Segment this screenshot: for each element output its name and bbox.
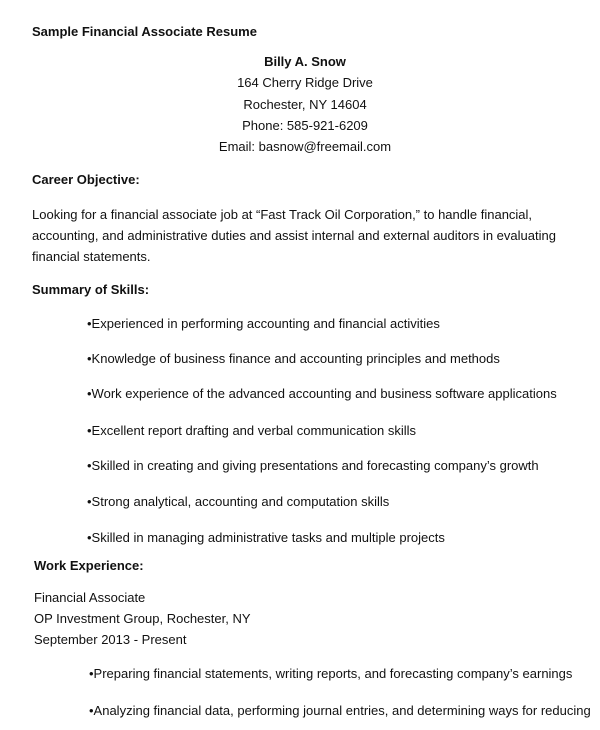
job-company: OP Investment Group, Rochester, NY [34, 611, 251, 626]
job-title: Financial Associate [34, 590, 146, 605]
contact-city: Rochester, NY 14604 [243, 97, 367, 112]
skill-item: •Strong analytical, accounting and computation skills [87, 494, 390, 509]
career-objective-heading: Career Objective: [32, 172, 140, 187]
skill-item: •Skilled in creating and giving presentations and forecasting company’s growth [87, 458, 539, 473]
job-duty-item: •Analyzing financial data, performing journal entries, and determining ways for reducing [89, 703, 591, 718]
job-duty-item: •Preparing financial statements, writing reports, and forecasting company’s earnings [89, 666, 573, 681]
contact-phone: Phone: 585-921-6209 [242, 118, 368, 133]
skill-item: •Experienced in performing accounting and financial activities [87, 316, 440, 331]
contact-name: Billy A. Snow [264, 54, 346, 69]
skill-item: •Work experience of the advanced accounting and business software applications [87, 386, 557, 401]
skill-item: •Skilled in managing administrative tasks and multiple projects [87, 530, 445, 545]
skill-item: •Knowledge of business finance and accounting principles and methods [87, 351, 500, 366]
career-objective-text: Looking for a financial associate job at “Fast Track Oil Corporation,” to handle financial, accounting, and administrative duties and assist internal and external auditors in evaluating financial statements. [32, 207, 556, 264]
document-title: Sample Financial Associate Resume [32, 24, 257, 39]
contact-address: 164 Cherry Ridge Drive [237, 75, 373, 90]
work-experience-heading: Work Experience: [34, 558, 144, 573]
job-dates: September 2013 - Present [34, 632, 187, 647]
skills-heading: Summary of Skills: [32, 282, 150, 297]
skill-item: •Excellent report drafting and verbal communication skills [87, 423, 416, 438]
contact-email: Email: basnow@freemail.com [218, 139, 392, 154]
